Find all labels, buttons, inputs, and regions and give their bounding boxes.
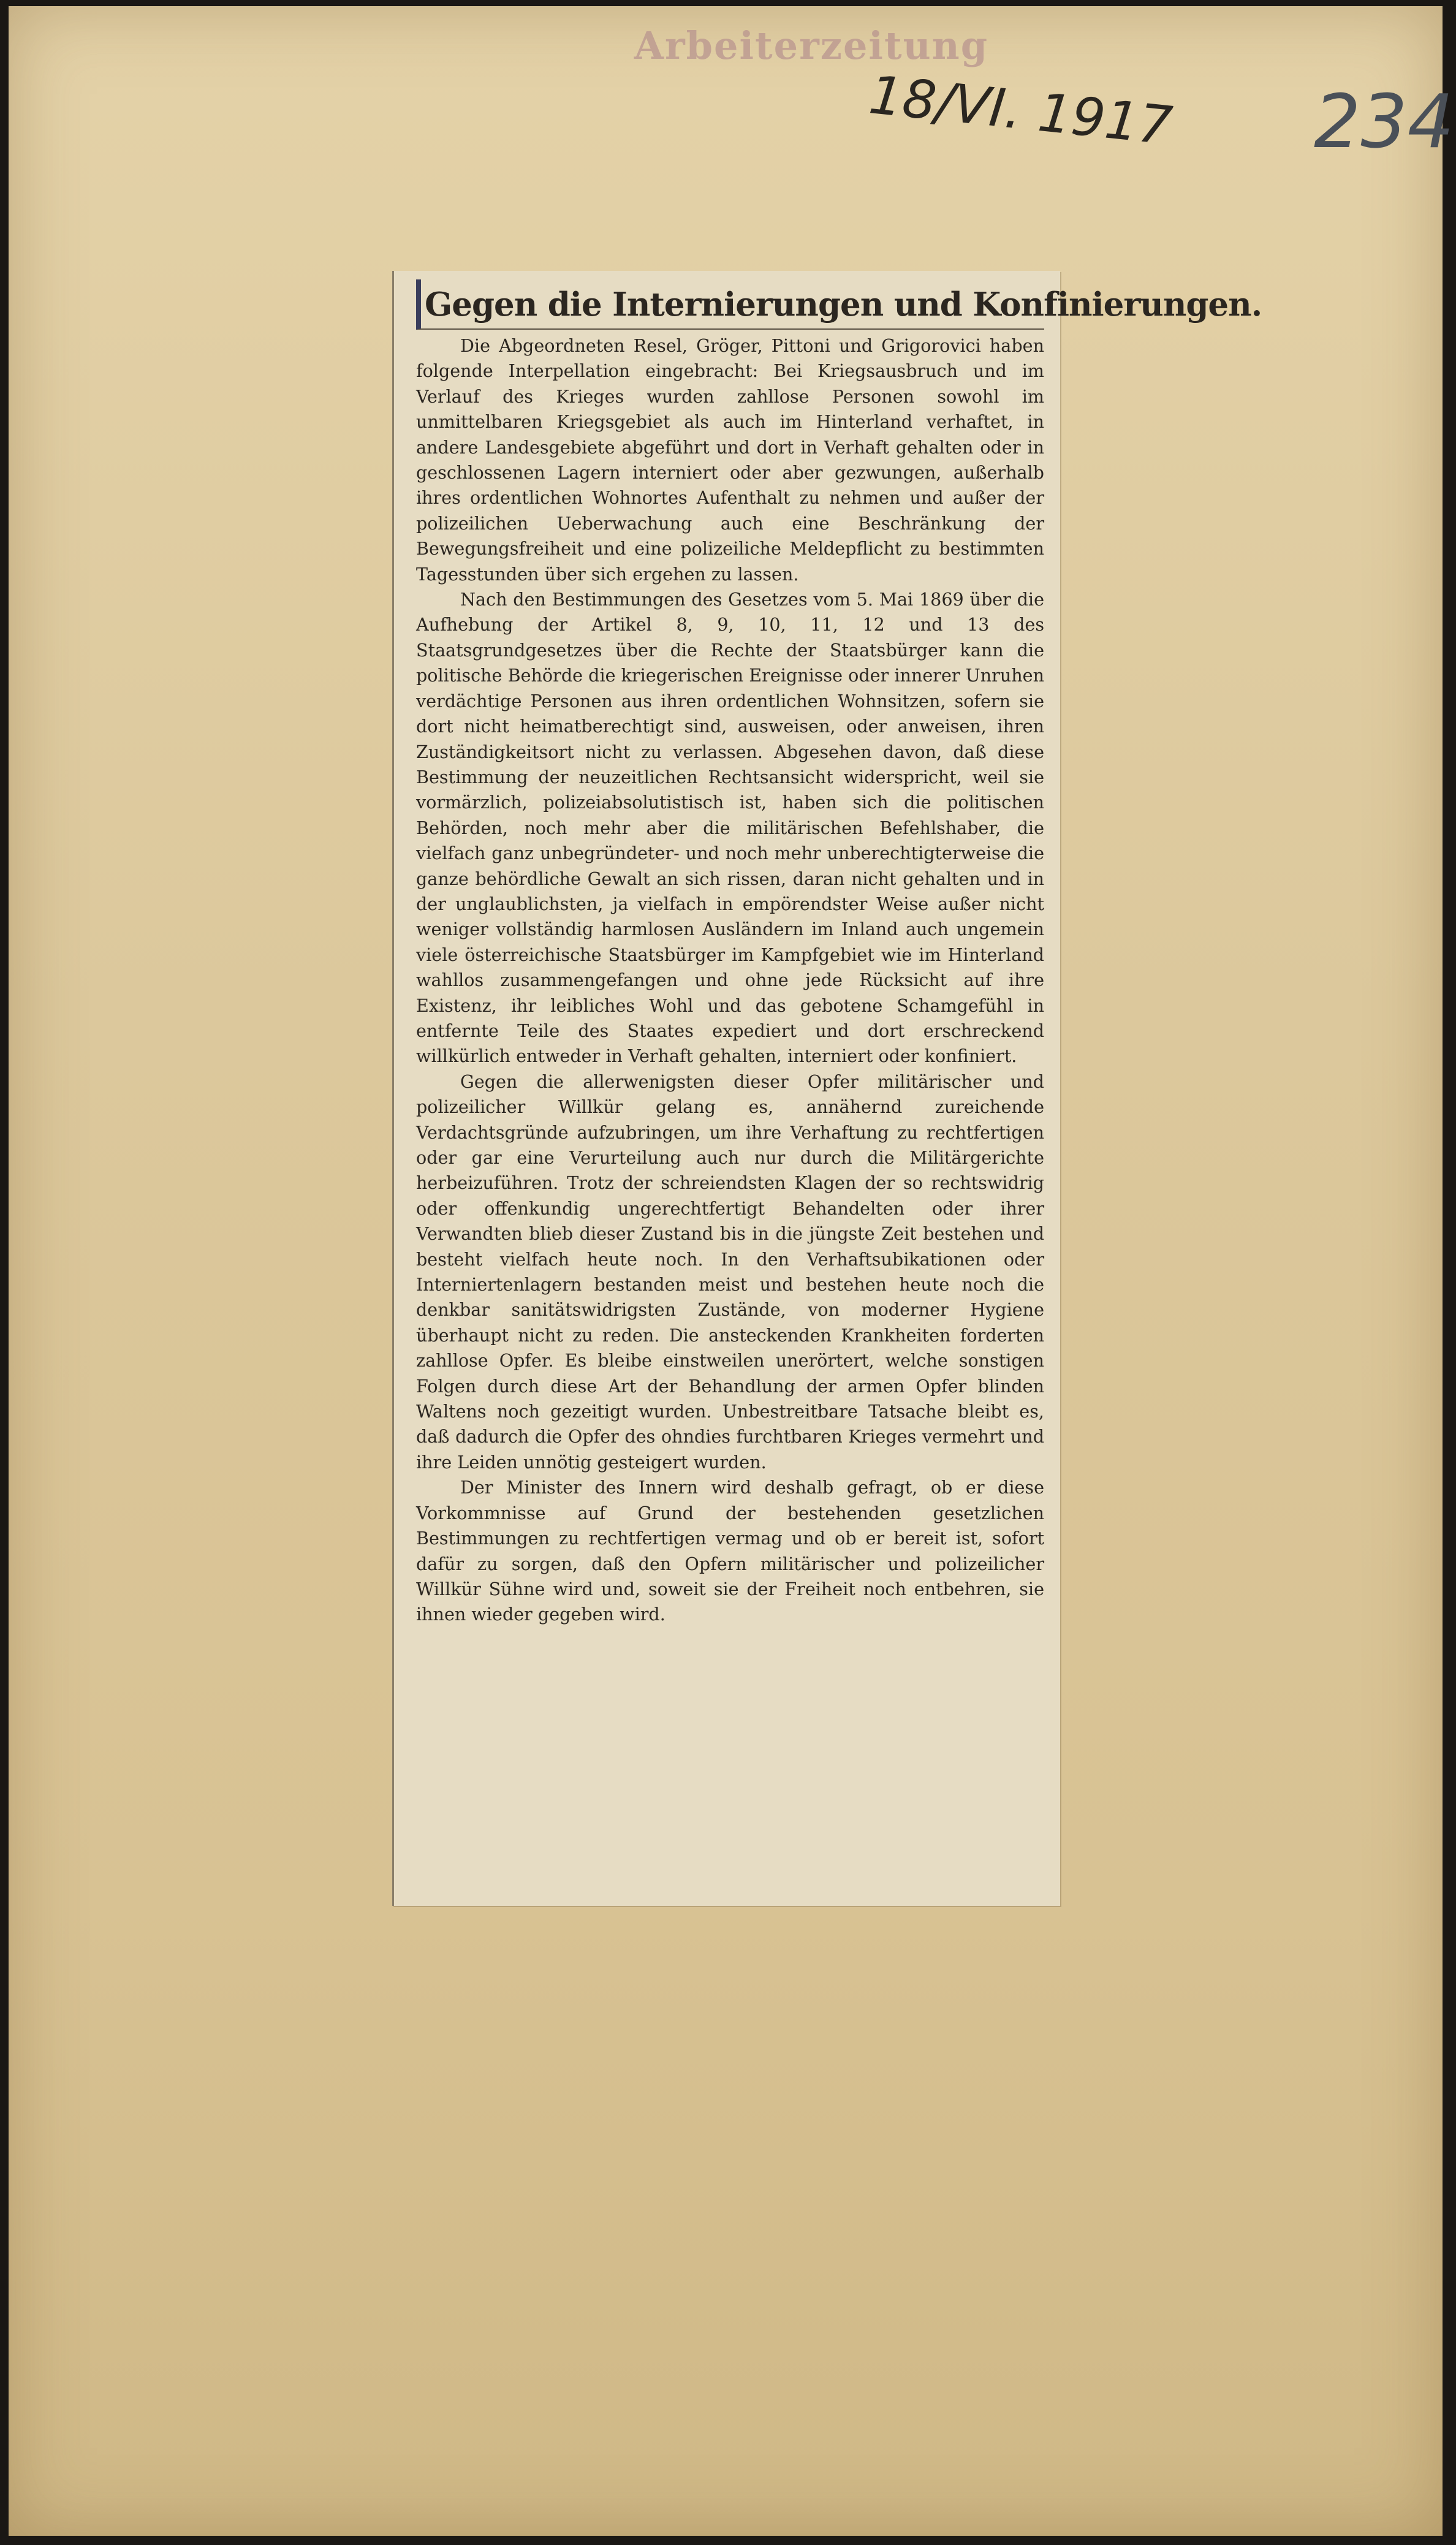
handwritten-date: 18/VI. 1917 (866, 64, 1175, 157)
newspaper-stamp: Arbeiterzeitung (634, 23, 989, 68)
archive-sheet (9, 6, 1455, 2536)
article-body (416, 333, 1044, 1628)
article-paragraph: Die Abgeordneten Resel, Gröger, Pittoni und Grigorovici haben folgende Interpellation eingebracht: Bei Kriegsausbruch und im Verlauf des Krieges wurden zahllose Personen sowohl im unmittelbaren Kriegsgebiet als auch im Hinterland verhaftet, in andere Landesgebiete abgeführt und dort in Verhaft gehalten oder in geschlossenen Lagern interniert oder aber gezwungen, außerhalb ihres ordentlichen Wohnortes Aufenthalt zu nehmen und außer der polizeilichen Ueberwachung auch eine Beschränkung der Bewegungsfreiheit und eine polizeiliche Meldepflicht zu bestimmten Tagesstunden über sich ergehen zu lassen. (416, 335, 1044, 585)
article-paragraph: Nach den Bestimmungen des Gesetzes vom 5. Mai 1869 über die Aufhebung der Artikel 8, 9, 10, 11, 12 und 13 des Staatsgrundgesetzes über die Rechte der Staatsbürger kann die politische Behörde die kriegerischen Ereignisse oder innerer Unruhen verdächtige Personen aus ihren ordentlichen Wohnsitzen, sofern sie dort nicht heimatberechtigt sind, ausweisen, oder anweisen, ihren Zuständigkeitsort nicht zu verlassen. Abgesehen davon, daß diese Bestimmung der neuzeitlichen Rechtsansicht widerspricht, weil sie vormärzlich, polizeiabsolutistisch ist, haben sich die politischen Behörden, noch mehr aber die militärischen Befehlshaber, die vielfach ganz unbegründeter- und noch mehr unberechtigterweise die ganze behördliche Gewalt an sich rissen, daran nicht gehalten und in der unglaublichsten, ja vielfach in empörendster Weise außer nicht weniger vollständig harmlosen Ausländern im Inland auch ungemein viele österreichische Staatsbürger im Kampfgebiet wie im Hinterland wahllos zusammengefangen und ohne jede Rücksicht auf ihre Existenz, ihr leibliches Wohl und das gebotene Schamgefühl in entfernte Teile des Staates expediert und dort erschreckend willkürlich entweder in Verhaft gehalten, interniert oder konfiniert. (416, 589, 1044, 1067)
newspaper-clipping (392, 271, 1262, 1906)
article-headline: Gegen die Internierungen und Konfinierungen. (416, 279, 1044, 330)
article-paragraph: Gegen die allerwenigsten dieser Opfer militärischer und polizeilicher Willkür gelang es, annähernd zureichende Verdachtsgründe aufzubringen, um ihre Verhaftung zu rechtfertigen oder gar eine Verurteilung auch nur durch die Militärgerichte herbeizuführen. Trotz der schreiendsten Klagen der so rechtswidrig oder offenkundig ungerechtfertigt Behandelten oder ihrer Verwandten blieb dieser Zustand bis in die jüngste Zeit bestehen und besteht vielfach heute noch. In den Verhaftsubikationen oder Interniertenlagern bestanden meist und bestehen heute noch die denkbar sanitätswidrigsten Zustände, von moderner Hygiene überhaupt nicht zu reden. Die ansteckenden Krankheiten forderten zahllose Opfer. Es bleibe einstweilen unerörtert, welche sonstigen Folgen durch diese Art der Behandlung der armen Opfer blinden Waltens noch gezeitigt wurden. Unbestreitbare Tatsache bleibt es, daß dadurch die Opfer des ohndies furchtbaren Krieges vermehrt und ihre Leiden unnötig gesteigert wurden. (416, 1071, 1044, 1473)
handwritten-page-number: 234 (1314, 80, 1455, 165)
article-paragraph: Der Minister des Innern wird deshalb gefragt, ob er diese Vorkommnisse auf Grund der bestehenden gesetzlichen Bestimmungen zu rechtfertigen vermag und ob er bereit ist, sofort dafür zu sorgen, daß den Opfern militärischer und polizeilicher Willkür Sühne wird und, soweit sie der Freiheit noch entbehren, sie ihnen wieder gegeben wird. (416, 1477, 1044, 1625)
